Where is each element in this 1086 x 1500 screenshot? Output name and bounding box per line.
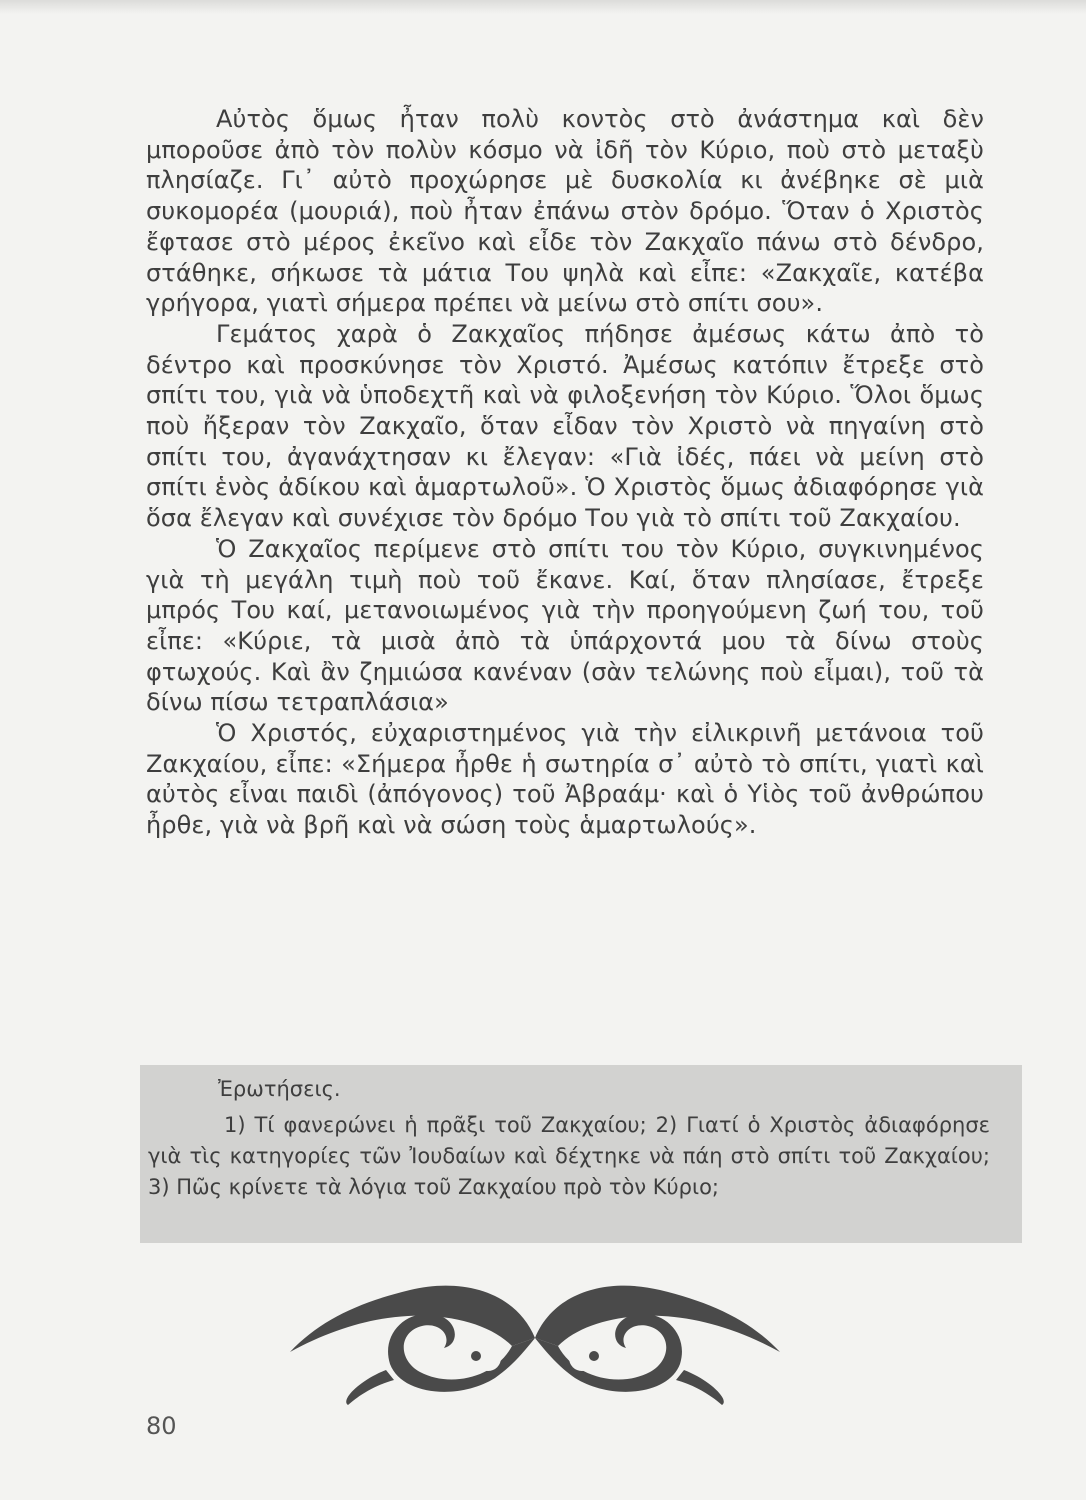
paragraph-4: Ὁ Χριστός, εὐχαριστημένος γιὰ τὴν εἰλικρινῆ μετάνοια τοῦ Ζακχαίου, εἶπε: «Σήμερα ἦρθε ἡ σωτηρία σ᾿ αὐτὸ τὸ σπίτι, γιατὶ καὶ αὐτὸς εἶναι παιδὶ (ἀπόγονος) τοῦ Ἀβραάμ· καὶ ὁ Υἱὸς τοῦ ἀνθρώπου ἦρθε, γιὰ νὰ βρῆ καὶ νὰ σώση τοὺς ἁμαρτωλούς». — [146, 719, 984, 840]
page-number: 80 — [146, 1412, 177, 1440]
page-top-edge — [0, 0, 1086, 14]
questions-heading: Ἐρωτήσεις. — [218, 1077, 341, 1101]
questions-text: 1) Τί φανερώνει ἡ πρᾶξι τοῦ Ζακχαίου; 2) Γιατί ὁ Χριστὸς ἀδιαφόρησε γιὰ τὶς κατηγορίες τῶν Ἰουδαίων καὶ δέχτηκε νὰ πάη στὸ σπίτι τοῦ Ζακχαίου; 3) Πῶς κρίνετε τὰ λόγια τοῦ Ζακχαίου πρὸ τὸν Κύριο; — [148, 1113, 990, 1199]
paragraph-3: Ὁ Ζακχαῖος περίμενε στὸ σπίτι του τὸν Κύριο, συγκινημένος γιὰ τὴ μεγάλη τιμὴ ποὺ τοῦ ἔκανε. Καί, ὅταν πλησίασε, ἔτρεξε μπρός Του καί, μετανοιωμένος γιὰ τὴν προηγούμενη ζωή του, τοῦ εἶπε: «Κύριε, τὰ μισὰ ἀπὸ τὰ ὑπάρχοντά μου τὰ δίνω στοὺς φτωχούς. Καὶ ἂν ζημιώσα κανέναν (σὰν τελώνης ποὺ εἶμαι), τοῦ τὰ δίνω πίσω τετραπλάσια» — [146, 534, 984, 717]
scroll-ornament-icon — [290, 1260, 780, 1405]
paragraph-1: Αὐτὸς ὅμως ἦταν πολὺ κοντὸς στὸ ἀνάστημα καὶ δὲν μποροῦσε ἀπὸ τὸν πολὺν κόσμο νὰ ἰδῆ τὸν Κύριο, ποὺ στὸ μεταξὺ πλησίαζε. Γι᾿ αὐτὸ προχώρησε μὲ δυσκολία κι ἀνέβηκε σὲ μιὰ συκομορέα (μουριά), ποὺ ἦταν ἐπάνω στὸν δρόμο. Ὅταν ὁ Χριστὸς ἔφτασε στὸ μέρος ἐκεῖνο καὶ εἶδε τὸν Ζακχαῖο πάνω στὸ δένδρο, στάθηκε, σήκωσε τὰ μάτια Του ψηλὰ καὶ εἶπε: «Ζακχαῖε, κατέβα γρήγορα, γιατὶ σήμερα πρέπει νὰ μείνω στὸ σπίτι σου». — [146, 105, 984, 318]
paragraph-2: Γεμάτος χαρὰ ὁ Ζακχαῖος πήδησε ἀμέσως κάτω ἀπὸ τὸ δέντρο καὶ προσκύνησε τὸν Χριστό. Ἀμέσως κατόπιν ἔτρεξε στὸ σπίτι του, γιὰ νὰ ὑποδεχτῆ καὶ νὰ φιλοξενήση τὸν Κύριο. Ὅλοι ὅμως ποὺ ἤξεραν τὸν Ζακχαῖο, ὅταν εἶδαν τὸν Χριστὸ νὰ πηγαίνη στὸ σπίτι του, ἀγανάχτησαν κι ἔλεγαν: «Γιὰ ἰδές, πάει νὰ μείνη στὸ σπίτι ἑνὸς ἀδίκου καὶ ἁμαρτωλοῦ». Ὁ Χριστὸς ὅμως ἀδιαφόρησε γιὰ ὅσα ἔλεγαν καὶ συνέχισε τὸν δρόμο Του γιὰ τὸ σπίτι τοῦ Ζακχαίου. — [146, 319, 984, 533]
body-text — [146, 104, 984, 841]
questions-box — [140, 1065, 1022, 1243]
